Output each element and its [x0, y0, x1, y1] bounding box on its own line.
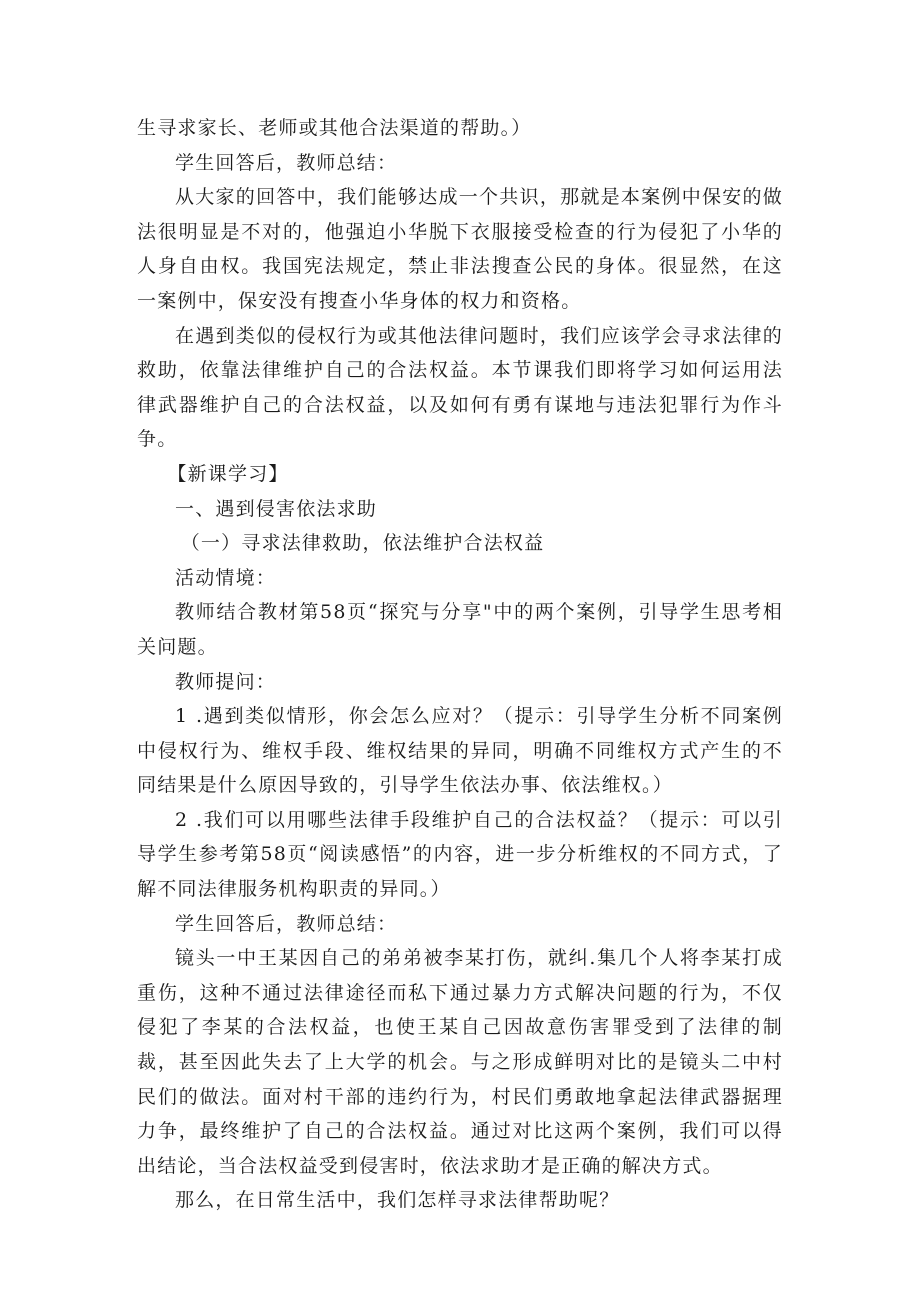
- paragraph-consensus: 从大家的回答中，我们能够达成一个共识，那就是本案例中保安的做法很明显是不对的，他强迫小华脱下衣服接受检查的行为侵犯了小华的人身自由权。我国宪法规定，禁止非法搜查公民的身体。很显然，在这一案例中，保安没有搜查小华身体的权力和资格。: [137, 186, 783, 312]
- section-heading-new-lesson: 【新课学习】: [167, 462, 289, 485]
- heading-level-1: 一、遇到侵害依法求助: [175, 497, 378, 520]
- paragraph-question-1: 1 .遇到类似情形，你会怎么应对？（提示：引导学生分析不同案例中侵权行为、维权手段、维权结果的异同，明确不同维权方式产生的不同结果是什么原因导致的，引导学生依法办事、依法维权。）: [137, 705, 783, 797]
- heading-level-2: （一）寻求法律救助，依法维护合法权益: [180, 532, 545, 555]
- paragraph-activity-description: 教师结合教材第58页“探究与分享"中的两个案例，引导学生思考相关问题。: [137, 601, 783, 658]
- paragraph-continuation: 生寻求家长、老师或其他合法渠道的帮助。）: [137, 117, 532, 139]
- paragraph-student-answer-summary-1: 学生回答后，教师总结：: [175, 151, 398, 174]
- paragraph-activity-label: 活动情境：: [175, 566, 277, 589]
- paragraph-student-answer-summary-2: 学生回答后，教师总结：: [175, 912, 398, 935]
- paragraph-case-analysis: 镜头一中王某因自己的弟弟被李某打伤，就纠.集几个人将李某打成重伤，这种不通过法律途径而私下通过暴力方式解决问题的行为，不仅侵犯了李某的合法权益，也使王某自己因故意伤害罪受到了法律的制裁，甚至因此失去了上大学的机会。与之形成鲜明对比的是镜头二中村民们的做法。面对村干部的违约行为，村民们勇敢地拿起法律武器据理力争，最终维护了自己的合法权益。通过对比这两个案例，我们可以得出结论，当合法权益受到侵害时，依法求助才是正确的解决方式。: [137, 947, 783, 1177]
- paragraph-question-2: 2 .我们可以用哪些法律手段维护自己的合法权益？（提示：可以引导学生参考第58页“阅读感悟”的内容，进一步分析维权的不同方式，了解不同法律服务机构职责的异同。）: [137, 808, 783, 901]
- paragraph-teacher-question-label: 教师提问：: [175, 670, 277, 693]
- paragraph-seek-legal-help: 在遇到类似的侵权行为或其他法律问题时，我们应该学会寻求法律的救助，依靠法律维护自己的合法权益。本节课我们即将学习如何运用法律武器维护自己的合法权益，以及如何有勇有谋地与违法犯罪行为作斗争。: [137, 324, 783, 451]
- paragraph-closing-question: 那么，在日常生活中，我们怎样寻求法律帮助呢？: [175, 1189, 620, 1212]
